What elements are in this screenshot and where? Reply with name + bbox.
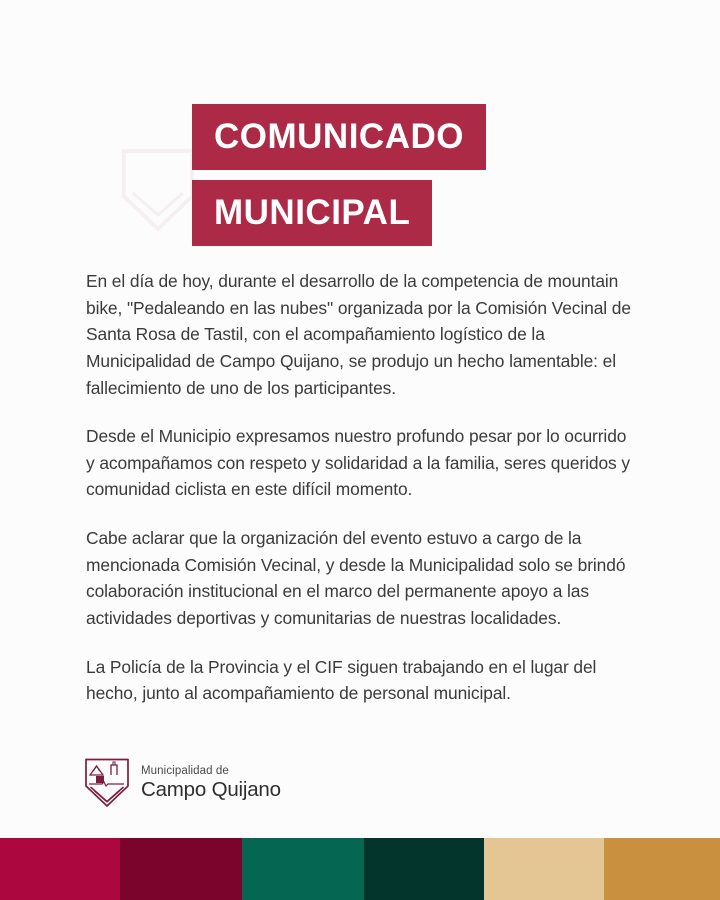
paragraph-3: Cabe aclarar que la organización del evento estuvo a cargo de la mencionada Comisión Vecinal, y desde la Municipalidad solo se brindó colaboración institucional en el marco del permanente apoyo a las actividades deportivas y comunitarias de nuestras localidades. [86,528,626,628]
footer-color-bands [0,838,720,900]
band-dark-green [364,838,484,900]
body-text [86,268,638,707]
paragraph-2: Desde el Municipio expresamos nuestro profundo pesar por lo ocurrido y acompañamos con respeto y solidaridad a la familia, seres queridos y comunidad ciclista en este difícil momento. [86,426,630,500]
logo-label-campo-quijano: Campo Quijano [141,778,281,801]
band-sand [484,838,604,900]
band-ochre [604,838,720,900]
band-crimson [0,838,120,900]
paragraph-4: La Policía de la Provincia y el CIF siguen trabajando en el lugar del hecho, junto al acompañamiento de personal municipal. [86,656,597,704]
band-teal [242,838,364,900]
municipality-logo-lockup [84,758,281,808]
band-burgundy [120,838,242,900]
logo-wordmark [141,766,281,801]
paragraph-1: En el día de hoy, durante el desarrollo de la competencia de mountain bike, "Pedaleando en las nubes" organizada por la Comisión Vecinal de Santa Rosa de Tastil, con el acompañamiento logístico de la Municipalidad de Campo Quijano, se produjo un hecho lamentable: el fallecimiento de uno de los participantes. [86,271,631,398]
campo-quijano-shield-crest-icon [84,758,130,808]
banner-comunicado: COMUNICADO [192,104,486,170]
banner-municipal: MUNICIPAL [192,180,432,246]
title-block [192,104,486,246]
logo-label-municipalidad: Municipalidad de [141,764,229,777]
